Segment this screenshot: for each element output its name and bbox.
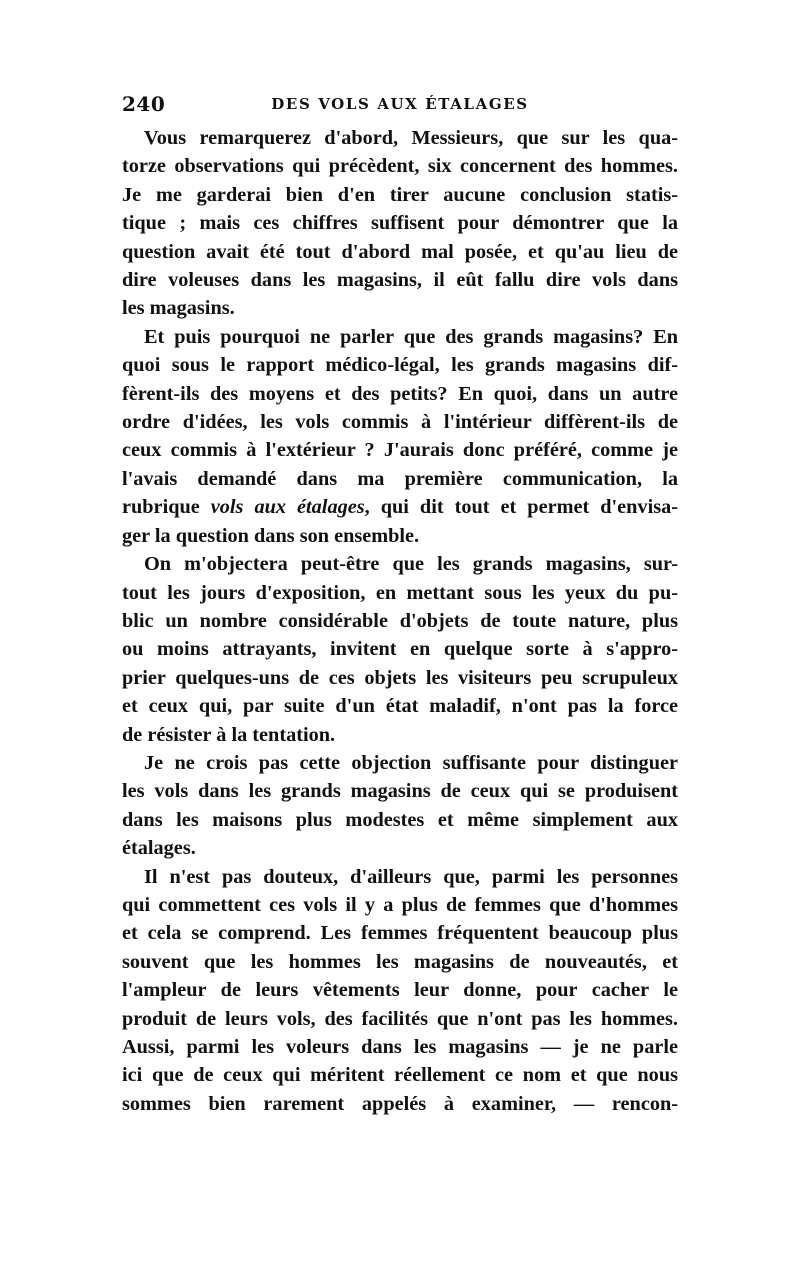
text-line: Je me garderai bien d'en tirer aucune conclusion statis- [122, 183, 678, 206]
text-line: fèrent-ils des moyens et des petits? En quoi, dans un autre [122, 382, 678, 405]
text-line: produit de leurs vols, des facilités que n'ont pas les hommes. [122, 1007, 678, 1030]
text-line: Il n'est pas douteux, d'ailleurs que, parmi les personnes [144, 865, 678, 888]
text-line: sommes bien rarement appelés à examiner, — rencon- [122, 1092, 678, 1115]
text-line: tout les jours d'exposition, en mettant sous les yeux du pu- [122, 581, 678, 604]
text-line: et ceux qui, par suite d'un état maladif, n'ont pas la force [122, 695, 678, 718]
paragraph [122, 550, 678, 749]
text-line: Vous remarquerez d'abord, Messieurs, que sur les qua- [144, 127, 678, 149]
text-line: Et puis pourquoi ne parler que des grands magasins? En [144, 325, 678, 348]
text-line: souvent que les hommes les magasins de nouveautés, et [122, 950, 678, 973]
text-line: Aussi, parmi les voleurs dans les magasins — je ne parle [122, 1036, 678, 1058]
text-line: blic un nombre considérable d'objets de toute nature, plus [122, 609, 678, 632]
text-line: les magasins. [122, 297, 235, 320]
page-number: 240 [122, 92, 166, 116]
text-line: On m'objectera peut-être que les grands magasins, sur- [144, 553, 678, 576]
text-line: et cela se comprend. Les femmes fréquentent beaucoup plus [122, 922, 678, 945]
text-line: ceux commis à l'extérieur ? J'aurais donc préféré, comme je [122, 439, 678, 462]
text-line: ordre d'idées, les vols commis à l'intérieur diffèrent-ils de [122, 411, 678, 434]
text-line: prier quelques-uns de ces objets les visiteurs peu scrupuleux [122, 666, 678, 689]
text-line: ou moins attrayants, invitent en quelque sorte à s'appro- [122, 638, 678, 661]
body-text [122, 124, 678, 1118]
text-line: dire voleuses dans les magasins, il eût fallu dire vols dans [122, 269, 678, 292]
text-line: l'avais demandé dans ma première communication, la [122, 467, 678, 490]
text-line: ici que de ceux qui méritent réellement ce nom et que nous [122, 1064, 678, 1087]
text-run: , qui dit tout et permet d'envisa- [364, 496, 678, 519]
text-line: tique ; mais ces chiffres suffisent pour démontrer que la [122, 212, 678, 235]
text-line-italic [122, 493, 678, 521]
paragraph [122, 323, 678, 550]
text-line: question avait été tout d'abord mal posée, et qu'au lieu de [122, 240, 678, 263]
paragraph [122, 749, 678, 863]
paragraph [122, 863, 678, 1119]
page-header [122, 92, 678, 120]
text-line: quoi sous le rapport médico-légal, les grands magasins dif- [122, 354, 678, 377]
text-line: étalages. [122, 837, 196, 860]
paragraph [122, 124, 678, 323]
text-line: qui commettent ces vols il y a plus de femmes que d'hommes [122, 893, 678, 916]
text-run: rubrique [122, 496, 211, 519]
text-line: de résister à la tentation. [122, 723, 336, 746]
text-line: dans les maisons plus modestes et même simplement aux [122, 808, 678, 831]
text-line: Je ne crois pas cette objection suffisante pour distinguer [144, 751, 678, 774]
text-line: les vols dans les grands magasins de ceux qui se produisent [122, 780, 678, 803]
italic-term: vols aux étalages [210, 496, 365, 519]
text-line: torze observations qui précèdent, six concernent des hommes. [122, 155, 678, 178]
running-title: DES VOLS AUX ÉTALAGES [271, 95, 529, 113]
text-line: ger la question dans son ensemble. [122, 524, 420, 547]
text-line: l'ampleur de leurs vêtements leur donne, pour cacher le [122, 979, 678, 1002]
